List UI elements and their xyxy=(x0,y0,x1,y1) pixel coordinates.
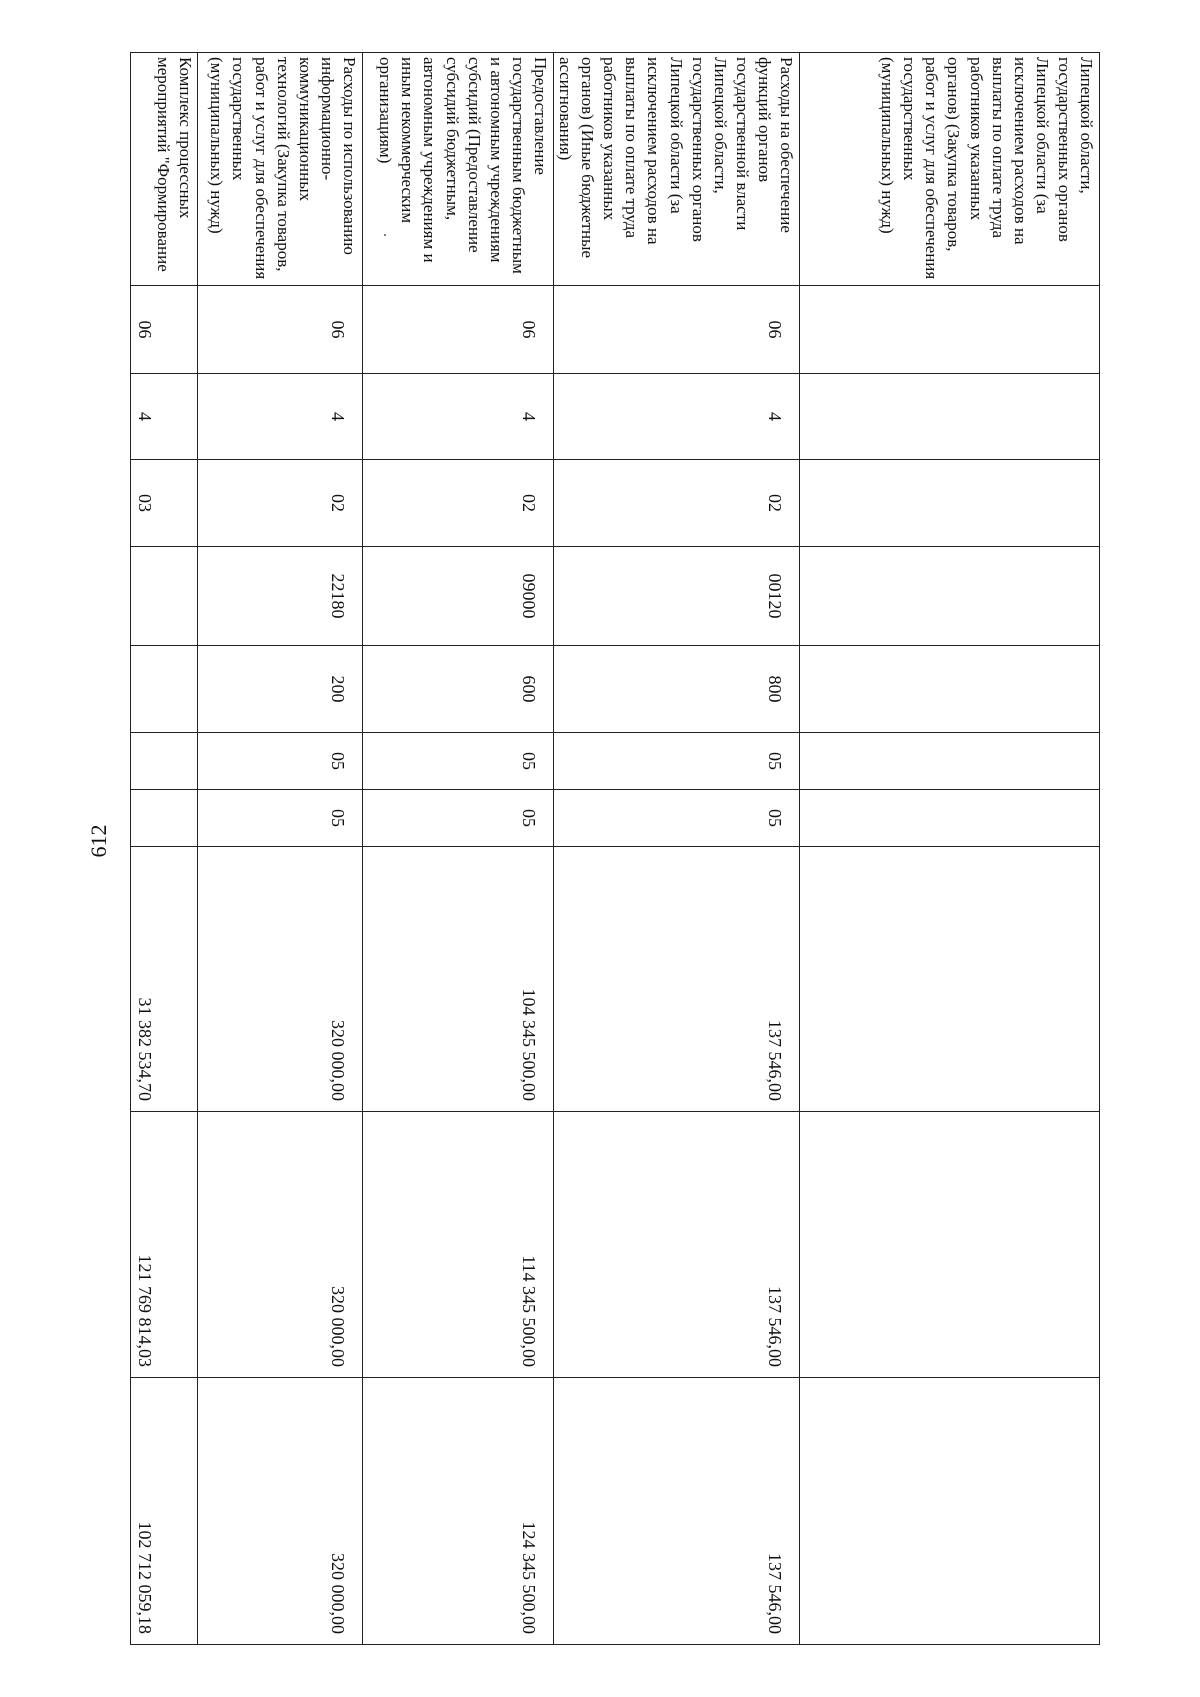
amount-cell: 320 000,00 xyxy=(197,1378,362,1645)
code-cell: 06 xyxy=(362,286,553,374)
budget-table xyxy=(130,52,1100,1645)
code-cell xyxy=(130,733,197,790)
amount-cell: 124 345 500,00 xyxy=(362,1378,553,1645)
amount-cell: 31 382 534,70 xyxy=(130,847,197,1112)
code-cell: 09000 xyxy=(362,547,553,646)
amount-cell: 320 000,00 xyxy=(197,1112,362,1378)
code-cell: 05 xyxy=(362,790,553,847)
table-row xyxy=(197,53,362,1645)
amount-cell xyxy=(800,1378,1100,1645)
amount-cell: 137 546,00 xyxy=(553,1378,799,1645)
amount-cell: 137 546,00 xyxy=(553,1112,799,1378)
amount-cell: 121 769 814,03 xyxy=(130,1112,197,1378)
amount-cell xyxy=(800,1112,1100,1378)
code-cell: 4 xyxy=(130,374,197,460)
code-cell xyxy=(800,460,1100,547)
code-cell: 05 xyxy=(197,733,362,790)
code-cell: 22180 xyxy=(197,547,362,646)
code-cell: 800 xyxy=(553,646,799,733)
row-description: Предоставление государственным бюджетным и автономным учреждениям субсидий (Предоставление субсидий бюджетным, автономным учреждениям и иным некоммерческим организациям) xyxy=(362,53,553,286)
code-cell: 06 xyxy=(197,286,362,374)
table-row xyxy=(362,53,553,1645)
code-cell: 02 xyxy=(197,460,362,547)
code-cell: 03 xyxy=(130,460,197,547)
code-cell: 02 xyxy=(362,460,553,547)
amount-cell xyxy=(800,847,1100,1112)
table-row xyxy=(800,53,1100,1645)
code-cell: 600 xyxy=(362,646,553,733)
code-cell xyxy=(800,733,1100,790)
code-cell: 06 xyxy=(553,286,799,374)
code-cell xyxy=(800,790,1100,847)
code-cell xyxy=(130,790,197,847)
code-cell: 05 xyxy=(197,790,362,847)
row-description: Липецкой области, государственных органов Липецкой области (за исключением расходов на выплаты по оплате труда работников указанных органов) (Закупка товаров, работ и услуг для обеспечения государственных (муниципальных) нужд) xyxy=(800,53,1100,286)
code-cell: 200 xyxy=(197,646,362,733)
page-number: 612 xyxy=(86,824,111,858)
code-cell: 4 xyxy=(362,374,553,460)
budget-table-frame xyxy=(134,52,1100,1644)
code-cell: 00120 xyxy=(553,547,799,646)
row-description: Расходы по использованию информационно-коммуникационных технологий (Закупка товаров, работ и услуг для обеспечения государственных (муниципальных) нужд) xyxy=(197,53,362,286)
code-cell: 4 xyxy=(197,374,362,460)
code-cell xyxy=(800,374,1100,460)
code-cell xyxy=(130,547,197,646)
code-cell: 05 xyxy=(553,733,799,790)
amount-cell: 102 712 059,18 xyxy=(130,1378,197,1645)
amount-cell: 114 345 500,00 xyxy=(362,1112,553,1378)
code-cell xyxy=(130,646,197,733)
code-cell xyxy=(800,646,1100,733)
amount-cell: 320 000,00 xyxy=(197,847,362,1112)
code-cell: 05 xyxy=(362,733,553,790)
code-cell xyxy=(800,286,1100,374)
table-row xyxy=(553,53,799,1645)
code-cell: 05 xyxy=(553,790,799,847)
amount-cell: 137 546,00 xyxy=(553,847,799,1112)
code-cell: 4 xyxy=(553,374,799,460)
code-cell: 06 xyxy=(130,286,197,374)
row-description: Расходы на обеспечение функций органов государственной власти Липецкой области, государственных органов Липецкой области (за исключением расходов на выплаты по оплате труда работников указанных органов) (Иные бюджетные ассигнования) xyxy=(553,53,799,286)
amount-cell: 104 345 500,00 xyxy=(362,847,553,1112)
code-cell: 02 xyxy=(553,460,799,547)
row-description: Комплекс процессных мероприятий "Формирование xyxy=(130,53,197,286)
table-row xyxy=(130,53,197,1645)
code-cell xyxy=(800,547,1100,646)
